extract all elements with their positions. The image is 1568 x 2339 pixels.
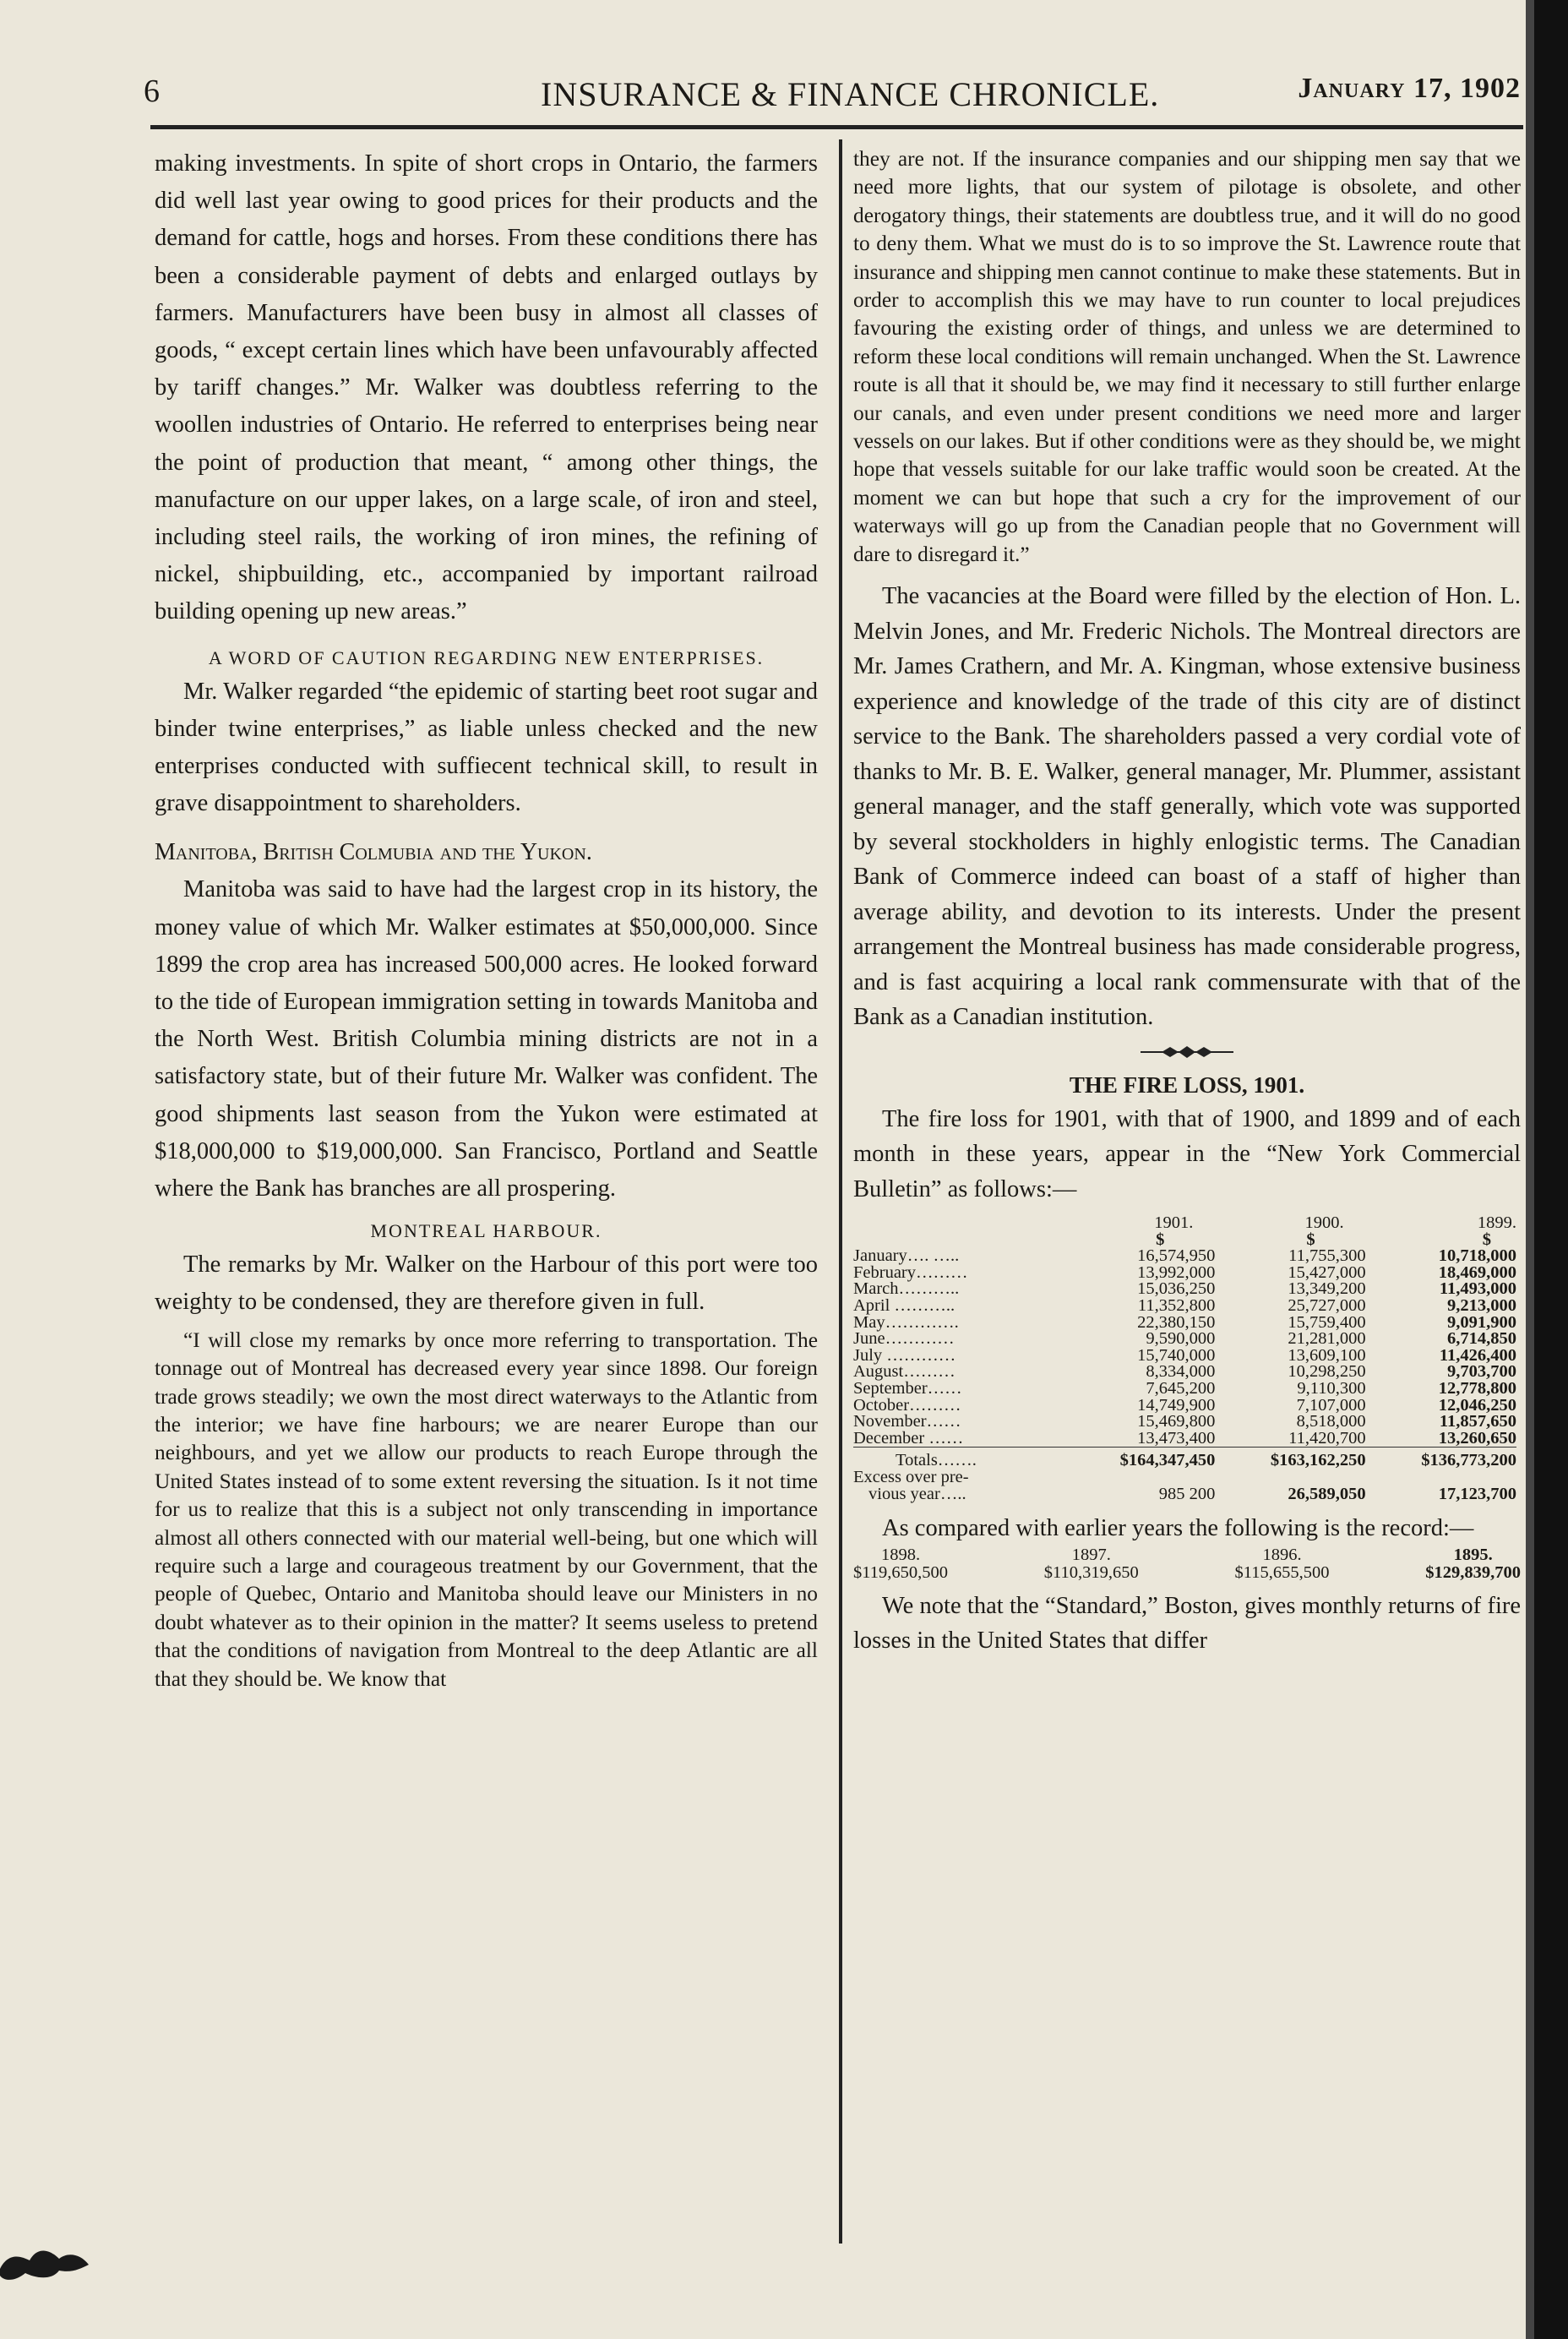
- fire-loss-title: THE FIRE LOSS, 1901.: [1069, 1071, 1305, 1098]
- value-1899: 18,469,000: [1438, 1262, 1516, 1282]
- month-label: March………..: [853, 1279, 960, 1299]
- right-column: [853, 145, 1521, 1659]
- month-label: January…. …..: [853, 1246, 960, 1266]
- caution-heading: A WORD OF CAUTION REGARDING NEW ENTERPRISES.: [208, 646, 765, 668]
- value-1900: 15,759,400: [1288, 1312, 1366, 1332]
- value-1900: 10,298,250: [1288, 1362, 1366, 1382]
- value-1899: 10,718,000: [1438, 1246, 1516, 1266]
- col-year-1899: 1899.: [1477, 1213, 1516, 1233]
- table-row: [853, 1331, 1516, 1348]
- final-paragraph: We note that the “Standard,” Boston, gives monthly returns of fire losses in the United States that differ: [853, 1592, 1521, 1655]
- value-1900: 13,609,100: [1288, 1345, 1366, 1365]
- excess-1900: 26,589,050: [1288, 1484, 1366, 1503]
- caution-paragraph: Mr. Walker regarded “the epidemic of starting beet root sugar and binder twine enterprises,” as liable unless checked and the new enterprises conducted with suffiecent technical skill, to result in grave disappointment to shareholders.: [155, 678, 818, 817]
- value-1901: 13,992,000: [1137, 1262, 1216, 1282]
- journal-title: INSURANCE & FINANCE CHRONICLE.: [541, 75, 1160, 113]
- value-1901: 16,574,950: [1137, 1246, 1216, 1266]
- value-1899: 12,046,250: [1438, 1395, 1516, 1415]
- month-label: November……: [853, 1412, 961, 1431]
- value-1901: 11,352,800: [1137, 1296, 1216, 1316]
- intro-paragraph: making investments. In spite of short crops in Ontario, the farmers did well last year owing to good prices for their products and the demand for cattle, hogs and horses. From these conditions there has been a considerable payment of debts and enlarged outlays by farmers. Manufacturers have been busy in almost all classes of goods, “ except certain lines which have been unfavourably affected by tariff changes.” Mr. Walker was doubtless referring to the woollen industries of Ontario. He referred to enterprises being near the point of production that meant, “ among other things, the manufacture on our upper lakes, on a large scale, of iron and steel, including steel rails, the working of iron mines, the refining of nickel, shipbuilding, etc., accompanied by important railroad building opening up new areas.”: [155, 150, 818, 625]
- manitoba-heading: Manitoba, British Colmubia and the Yukon.: [155, 839, 592, 866]
- value-1899: 11,493,000: [1439, 1279, 1516, 1299]
- running-header: [144, 66, 1521, 117]
- month-label: October………: [853, 1395, 961, 1415]
- table-row: [853, 1414, 1516, 1431]
- table-row: [853, 1298, 1516, 1315]
- value-1900: 11,755,300: [1288, 1246, 1366, 1266]
- column-rule: [839, 139, 842, 2244]
- col-year-1900: 1900.: [1304, 1213, 1344, 1233]
- totals-label: Totals…….: [853, 1448, 1064, 1469]
- vacancies-paragraph: The vacancies at the Board were filled by the election of Hon. L. Melvin Jones, and Mr. Frederic Nichols. The Montreal directors are Mr. James Crathern, and Mr. A. Kingman, whose extensive business experience and knowledge of the trade of this city are of distinct service to the Bank. The shareholders passed a very cordial vote of thanks to Mr. B. E. Walker, general manager, Mr. Plummer, assistant general manager, and the staff generally, which vote was supported by several stockholders in highly enlogistic terms. The Canadian Bank of Commerce indeed can boast of a staff of higher than average ability, and devotion to its interests. Under the present arrangement the Montreal business has made considerable progress, and is fast acquiring a local rank commensurate with that of the Bank as a Canadian institution.: [853, 583, 1521, 1031]
- earlier-year-1895: 1895. $129,839,700: [1425, 1545, 1521, 1582]
- month-label: May………….: [853, 1312, 959, 1332]
- value-1899: 11,857,650: [1439, 1412, 1516, 1431]
- total-1901: $164,347,450: [1064, 1448, 1215, 1469]
- month-label: September……: [853, 1379, 962, 1398]
- value-1899: 11,426,400: [1439, 1345, 1516, 1365]
- excess-label-1: Excess over pre-: [853, 1468, 969, 1486]
- month-label: December ……: [853, 1428, 964, 1448]
- page-edge: [1534, 0, 1568, 2339]
- page-edge-shadow: [1526, 0, 1534, 2339]
- currency-1901: $: [1156, 1229, 1165, 1249]
- harbour-paragraph: The remarks by Mr. Walker on the Harbour of this port were too weighty to be condensed, they are therefore given in full.: [155, 1251, 818, 1316]
- value-1900: 11,420,700: [1288, 1428, 1366, 1448]
- value-1900: 25,727,000: [1288, 1296, 1366, 1316]
- value-1900: 15,427,000: [1288, 1262, 1366, 1282]
- header-rule: [150, 125, 1523, 129]
- value-1900: 7,107,000: [1296, 1395, 1366, 1415]
- value-1899: 13,260,650: [1438, 1428, 1516, 1448]
- excess-row-1: [853, 1469, 1516, 1486]
- table-row: [853, 1248, 1516, 1265]
- section-ornament: [853, 1044, 1521, 1066]
- value-1901: 7,645,200: [1146, 1379, 1216, 1398]
- quote-continuation: they are not. If the insurance companies and our shipping men say that we need more lights, that our system of pilotage is obsolete, and other derogatory things, their statements are doubtless true, and it will do no good to deny them. What we must do is to so improve the St. Lawrence route that insurance and shipping men cannot continue to make these statements. But in order to accomplish this we may have to run counter to local prejudices favouring the existing order of things, and unless we are determined to reform these local conditions will remain unchanged. When the St. Lawrence route is all that it should be, we may find it necessary to still further enlarge our canals, and even under present conditions we need more and larger vessels on our lakes. But if other conditions were as they should be, we might hope that vessels suitable for our lake traffic would soon be created. At the moment we can but hope that such a cry for the improvement of our waterways will go up from the Canadian people that no Government will dare to disregard it.”: [853, 147, 1521, 566]
- compare-paragraph: As compared with earlier years the following is the record:—: [882, 1515, 1474, 1542]
- value-1900: 21,281,000: [1288, 1329, 1366, 1349]
- value-1900: 13,349,200: [1288, 1279, 1366, 1299]
- excess-row-2: [853, 1486, 1516, 1503]
- total-1899: $136,773,200: [1366, 1448, 1516, 1469]
- ink-blot-mark: [0, 2235, 93, 2286]
- excess-1899: 17,123,700: [1438, 1484, 1516, 1503]
- fire-loss-table: [853, 1215, 1516, 1502]
- value-1901: 15,469,800: [1137, 1412, 1216, 1431]
- value-1901: 15,740,000: [1137, 1345, 1216, 1365]
- value-1901: 15,036,250: [1137, 1279, 1216, 1299]
- table-row: [853, 1431, 1516, 1448]
- month-label: July …………: [853, 1345, 956, 1365]
- table-row: [853, 1381, 1516, 1398]
- value-1900: 8,518,000: [1296, 1412, 1366, 1431]
- earlier-years: [853, 1546, 1521, 1582]
- value-1901: 13,473,400: [1137, 1428, 1216, 1448]
- currency-1900: $: [1306, 1229, 1315, 1249]
- value-1901: 8,334,000: [1146, 1362, 1216, 1382]
- value-1899: 9,703,700: [1447, 1362, 1516, 1382]
- earlier-year-1897: 1897. $110,319,650: [1043, 1545, 1139, 1582]
- value-1899: 9,091,900: [1447, 1312, 1516, 1332]
- left-column: [155, 145, 818, 1693]
- month-label: June…………: [853, 1329, 955, 1349]
- month-label: August………: [853, 1362, 956, 1382]
- excess-label-2: vious year…..: [868, 1484, 966, 1503]
- month-label: April ………..: [853, 1296, 956, 1316]
- issue-date: January 17, 1902: [1298, 73, 1521, 104]
- earlier-year-1896: 1896. $115,655,500: [1234, 1545, 1330, 1582]
- manitoba-paragraph: Manitoba was said to have had the largest crop in its history, the money value of which Mr. Walker estimates at $50,000,000. Since 1899 the crop area has increased 500,000 acres. He looked forward to the tide of European immigration setting in towards Manitoba and the North West. British Columbia mining districts are not in a satisfactory state, but of their future Mr. Walker was confident. The good shipments last season from the Yukon were estimated at $18,000,000 to $19,000,000. San Francisco, Portland and Seattle where the Bank has branches are all prospering.: [155, 876, 818, 1202]
- value-1899: 12,778,800: [1438, 1379, 1516, 1398]
- total-1900: $163,162,250: [1215, 1448, 1365, 1469]
- fire-loss-intro: The fire loss for 1901, with that of 1900, and 1899 and of each month in these years, appear in the “New York Commercial Bulletin” as follows:—: [853, 1105, 1521, 1202]
- table-header-row: [853, 1215, 1516, 1232]
- value-1901: 14,749,900: [1137, 1395, 1216, 1415]
- harbour-heading: MONTREAL HARBOUR.: [370, 1220, 602, 1242]
- quote-paragraph: “I will close my remarks by once more referring to transportation. The tonnage out of Montreal has decreased every year since 1898. Our foreign trade grows steadily; we own the most direct waterways to the Atlantic from the interior; we have fine harbours; we are nearer Europe than our neighbours, and yet we allow our products to reach Europe through the United States instead of to some extent reversing the situation. Is it not time for us to realize that this is a subject not only transcending in importance almost all others connected with our material well-being, but one which will require such a large and courageous treatment by our Government, that the people of Quebec, Ontario and Manitoba should leave our Ministers in no doubt whatever as to their opinion in the matter? It seems useless to pretend that the conditions of navigation from Montreal to the deep Atlantic are all that they should be. We know that: [155, 1328, 818, 1691]
- value-1899: 6,714,850: [1447, 1329, 1516, 1349]
- currency-1899: $: [1482, 1229, 1491, 1249]
- excess-1901: 985 200: [1158, 1484, 1216, 1503]
- month-label: February………: [853, 1262, 968, 1282]
- page-number: 6: [144, 74, 160, 109]
- value-1901: 9,590,000: [1146, 1329, 1216, 1349]
- col-year-1901: 1901.: [1154, 1213, 1194, 1233]
- earlier-year-1898: 1898. $119,650,500: [853, 1545, 948, 1582]
- value-1901: 22,380,150: [1137, 1312, 1216, 1332]
- value-1900: 9,110,300: [1297, 1379, 1366, 1398]
- totals-row: [853, 1448, 1516, 1469]
- value-1899: 9,213,000: [1447, 1296, 1516, 1316]
